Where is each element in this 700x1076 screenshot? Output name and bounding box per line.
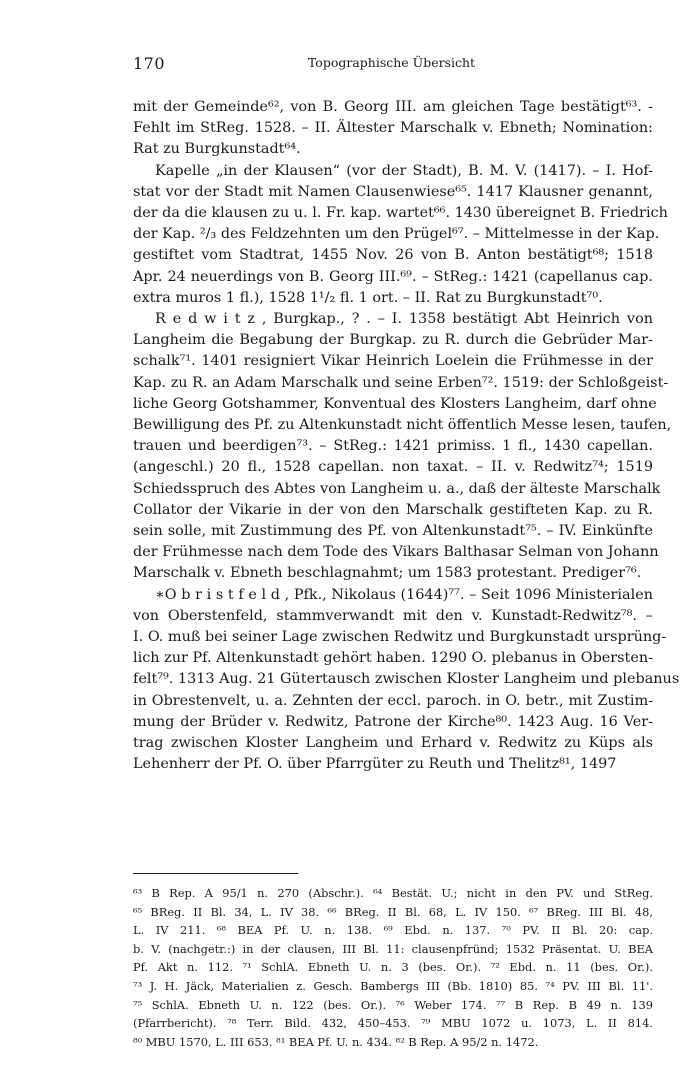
body-line: der da die klausen zu u. l. Fr. kap. wartet⁶⁶. 1430 übereignet B. Friedrich bbox=[133, 205, 668, 222]
body-line: Bewilligung des Pf. zu Altenkunstadt nicht öffentlich Messe lesen, taufen, bbox=[133, 417, 672, 434]
footnote-line: (Pfarrbericht). ⁷⁸ Terr. Bild. 432, 450–453. ⁷⁹ MBU 1072 u. 1073, L. II 814. bbox=[133, 1016, 653, 1031]
body-line: Schiedsspruch des Abtes von Langheim u. a., daß der älteste Marschalk bbox=[133, 480, 661, 497]
body-line: extra muros 1 fl.), 1528 1¹/₂ fl. 1 ort. – II. Rat zu Burgkunstadt⁷⁰. bbox=[133, 289, 603, 306]
page-header bbox=[133, 54, 650, 76]
body-line: lich zur Pf. Altenkunstadt gehört haben. 1290 O. plebanus in Obersten- bbox=[133, 650, 653, 667]
footnote-line: ⁷⁵ SchlA. Ebneth U. n. 122 (bes. Or.). ⁷⁶ Weber 174. ⁷⁷ B Rep. B 49 n. 139 bbox=[133, 997, 653, 1012]
body-line: in Obrestenvelt, u. a. Zehnten der eccl. paroch. in O. betr., mit Zustim- bbox=[133, 692, 653, 709]
body-line: Apr. 24 neuerdings von B. Georg III.⁶⁹. – StReg.: 1421 (capellanus cap. bbox=[133, 268, 653, 285]
body-line: Kap. zu R. an Adam Marschalk und seine Erben⁷². 1519: der Schloßgeist- bbox=[133, 374, 669, 391]
body-line: trauen und beerdigen⁷³. – StReg.: 1421 primiss. 1 fl., 1430 capellan. bbox=[133, 438, 653, 455]
body-line: I. O. muß bei seiner Lage zwischen Redwitz und Burgkunstadt ursprüng- bbox=[133, 629, 667, 646]
running-head: Topographische Übersicht bbox=[307, 55, 476, 70]
body-line: Collator der Vikarie in der von den Marschalk gestifteten Kap. zu R. bbox=[133, 501, 653, 518]
footnote-line: b. V. (nachgetr.:) in der clausen, III Bl. 11: clausenpfründ; 1532 Präsentat. U. BEA bbox=[133, 941, 653, 956]
body-line: R e d w i t z , Burgkap., ? . – I. 1358 bestätigt Abt Heinrich von bbox=[155, 311, 653, 328]
body-line: von Oberstenfeld, stammverwandt mit den v. Kunstadt-Redwitz⁷⁸. – bbox=[133, 607, 653, 624]
body-line: liche Georg Gotshammer, Konventual des Klosters Langheim, darf ohne bbox=[133, 395, 657, 412]
footnotes bbox=[133, 884, 653, 1051]
body-line: Marschalk v. Ebneth beschlagnahmt; um 1583 protestant. Prediger⁷⁶. bbox=[133, 565, 642, 582]
body-line: trag zwischen Kloster Langheim und Erhard v. Redwitz zu Küps als bbox=[133, 735, 653, 752]
footnote-line: ⁷³ J. H. Jäck, Materialien z. Gesch. Bambergs III (Bb. 1810) 85. ⁷⁴ PV. III Bl. 11'. bbox=[133, 978, 653, 993]
footnote-line: ⁶⁵ BReg. II Bl. 34, L. IV 38. ⁶⁶ BReg. II Bl. 68, L. IV 150. ⁶⁷ BReg. III Bl. 48, bbox=[133, 904, 653, 919]
body-line: gestiftet vom Stadtrat, 1455 Nov. 26 von B. Anton bestätigt⁶⁸; 1518 bbox=[133, 247, 653, 264]
body-line: ∗O b r i s t f e l d , Pfk., Nikolaus (1644)⁷⁷. – Seit 1096 Ministerialen bbox=[155, 586, 653, 603]
body-line: Kapelle „in der Klausen“ (vor der Stadt), B. M. V. (1417). – I. Hof- bbox=[155, 162, 653, 179]
page-number: 170 bbox=[133, 54, 166, 73]
body-line: mung der Brüder v. Redwitz, Patrone der Kirche⁸⁰. 1423 Aug. 16 Ver- bbox=[133, 713, 653, 730]
footnote-line: ⁸⁰ MBU 1570, L. III 653. ⁸¹ BEA Pf. U. n. 434. ⁸² B Rep. A 95/2 n. 1472. bbox=[133, 1034, 539, 1049]
body-line: der Kap. ²/₃ des Feldzehnten um den Prügel⁶⁷. – Mittelmesse in der Kap. bbox=[133, 226, 660, 243]
body-line: (angeschl.) 20 fl., 1528 capellan. non taxat. – II. v. Redwitz⁷⁴; 1519 bbox=[133, 459, 653, 476]
footnote-line: ⁶³ B Rep. A 95/1 n. 270 (Abschr.). ⁶⁴ Bestät. U.; nicht in den PV. und StReg. bbox=[133, 886, 653, 900]
body-line: mit der Gemeinde⁶², von B. Georg III. am gleichen Tage bestätigt⁶³. - bbox=[133, 99, 653, 115]
body-line: felt⁷⁹. 1313 Aug. 21 Gütertausch zwischen Kloster Langheim und plebanus bbox=[133, 671, 680, 688]
body-line: Langheim die Begabung der Burgkap. zu R. durch die Gebrüder Mar- bbox=[133, 332, 653, 349]
body-line: der Frühmesse nach dem Tode des Vikars Balthasar Selman von Johann bbox=[133, 544, 659, 561]
body-line: Fehlt im StReg. 1528. – II. Ältester Marschalk v. Ebneth; Nomination: bbox=[133, 120, 653, 137]
body-line: sein solle, mit Zustimmung des Pf. von Altenkunstadt⁷⁵. – IV. Einkünfte bbox=[133, 523, 653, 540]
body-line: schalk⁷¹. 1401 resigniert Vikar Heinrich Loelein die Frühmesse in der bbox=[133, 353, 653, 370]
body-line: Rat zu Burgkunstadt⁶⁴. bbox=[133, 141, 301, 158]
footnote-line: L. IV 211. ⁶⁸ BEA Pf. U. n. 138. ⁶⁹ Ebd. n. 137. ⁷⁰ PV. II Bl. 20: cap. bbox=[133, 923, 653, 938]
body-line: stat vor der Stadt mit Namen Clausenwiese⁶⁵. 1417 Klausner genannt, bbox=[133, 183, 653, 200]
footnote-divider bbox=[133, 873, 298, 874]
footnote-line: Pf. Akt n. 112. ⁷¹ SchlA. Ebneth U. n. 3 (bes. Or.). ⁷² Ebd. n. 11 (bes. Or.). bbox=[133, 960, 653, 975]
body-line: Lehenherr der Pf. O. über Pfarrgüter zu Reuth und Thelitz⁸¹, 1497 bbox=[133, 756, 617, 773]
body-text bbox=[133, 97, 680, 776]
